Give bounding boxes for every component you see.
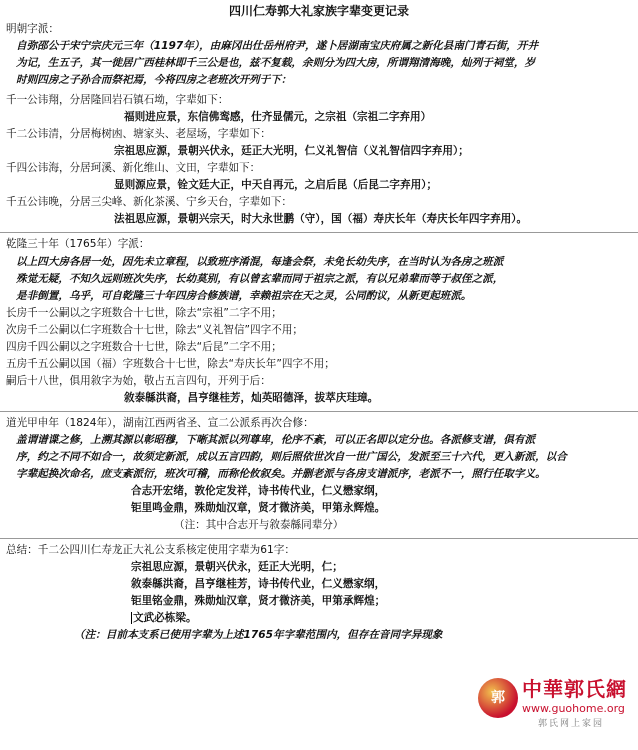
ming-intro-line: 时则四房之子孙合而祭祀焉，今将四房之老班次开列于下： — [16, 74, 292, 87]
daoguang-heading: 道光甲申年（1824年），湖南江西两省圣、宣二公派系再次合修： — [6, 416, 314, 429]
summary-line-last — [6, 610, 632, 627]
document-title: 四川仁寿郭大礼家族字辈变更记录 — [228, 4, 409, 18]
rule-line: 长房千一公嗣以之字班数合十七世，除去“宗祖”二字不用； — [6, 306, 282, 319]
text-cursor-icon — [131, 612, 132, 624]
branch-generation: 宗祖思应源，景朝兴伏永，廷正大光明，仁义礼智信（义礼智信四字弃用）； — [114, 145, 469, 158]
ming-intro-line: 自弥邵公于宋宁宗庆元三年（1197年），由麻冈出仕岳州府尹，遂卜居湖南宝庆府属之新化县南门青石街，开井 — [16, 40, 539, 53]
daoguang-line: 合志开宏绪，敦伦定发祥，诗书传代业，仁义懋家纲， — [131, 484, 386, 497]
daoguang-note: （注：其中合志开与敘泰緜同辈分） — [174, 518, 344, 531]
qianlong-heading: 乾隆三十年（1765年）字派： — [6, 238, 150, 251]
branch-line: 千五公讳晚，分居三尖峰、新化茶溪、宁乡天台，字辈如下： — [6, 196, 293, 209]
daoguang-intro-line: 字辈起换次命名，庶支紊派衍，班次可稽，而称伦攸叙矣。并删老派与各房支谱派序，老派不一，照行任取字义。 — [16, 467, 546, 480]
qianlong-rules — [6, 305, 632, 390]
ming-intro — [6, 38, 632, 89]
branch-line: 千一公讳翔，分居隆回岩石镇石坳，字辈如下： — [6, 94, 229, 107]
qianlong-intro-line: 是非倒置，乌乎，可自乾隆三十年四房合修族谱，幸赖祖宗在天之灵，公同酌议，从新更起班派。 — [16, 289, 472, 302]
logo-subtitle: 郭氏网上家园 — [538, 719, 605, 729]
summary-line: 钜里铭金鼎，殊勋灿汉章，贤才微济美，甲第承辉煌； — [131, 595, 386, 608]
qianlong-intro — [6, 254, 632, 305]
branch-line: 千四公讳海，分居珂溪、新化维山、文田，字辈如下： — [6, 162, 261, 175]
branch-generation: 法祖思应源，景朝兴宗天，时大永世鹏（守），国（福）寿庆长年（寿庆长年四字弃用）。 — [114, 213, 528, 226]
ming-intro-line: 为记，生五子，其一徙居广西桂林即千三公是也，兹不复载，余则分为四大房，所谓翔清海晚，灿列于祠堂，岁 — [16, 57, 536, 70]
rule-line: 嗣后十八世，俱用敘字为始，敬占五言四句，开列于后： — [6, 374, 271, 387]
branch-line: 千二公讳清，分居梅树凼、塘家头、老屋场，字辈如下： — [6, 128, 271, 141]
daoguang-intro-line: 盖谓谱谍之修，上溯其源以彰昭穆，下晰其派以列尊卑，伦序不紊，可以正名即以定分也。各派修支谱，俱有派 — [16, 433, 536, 446]
daoguang-section — [0, 416, 638, 534]
summary-line: 宗祖思应源，景朝兴伏永，廷正大光明，仁； — [131, 561, 343, 574]
site-logo — [478, 676, 630, 740]
branch-generation: 显则源应景，铨文廷大正，中天自再元，之启后昆（后昆二字弃用）； — [114, 179, 438, 192]
qianlong-section — [0, 237, 638, 406]
summary-note: （注：目前本支系已使用字辈为上述1765年字辈范围内，但存在音同字异现象 — [74, 629, 443, 642]
branch-generation: 福则进应景，东信佛鸾感，仕齐显儒元，之宗祖（宗祖二字弃用） — [124, 111, 432, 124]
branch-list — [6, 92, 632, 228]
section-divider — [0, 232, 638, 233]
section-divider — [0, 411, 638, 412]
ming-heading: 明朝字派： — [6, 23, 59, 35]
summary-section — [0, 543, 638, 644]
summary-line: 敘泰緜洪裔，昌亨继桂芳，诗书传代业，仁义懋家纲， — [131, 578, 386, 591]
qianlong-intro-line: 殊觉无疑，不知久远则班次失序，长幼莫别，有以曾玄辈而同于祖宗之派，有以兄弟辈而等于叔侄之派， — [16, 272, 504, 285]
section-divider — [0, 538, 638, 539]
qianlong-poem: 敘泰緜洪裔，昌亨继桂芳，灿英昭德泽，拔萃庆珪璋。 — [124, 391, 379, 404]
daoguang-line: 钜里鸣金鼎，殊勋灿汉章，贤才微济美，甲第永辉煌。 — [131, 501, 386, 514]
daoguang-intro — [6, 432, 632, 483]
daoguang-intro-line: 序，约之不同不如合一，故须定新派，成以五言四韵，则后照依世次自一世广国公，发派至三十六代，更入新派，以合 — [16, 450, 567, 463]
rule-line: 次房千二公嗣以仁字班数合十七世，除去“义礼智信”四字不用； — [6, 323, 304, 336]
logo-seal-icon: 郭 — [478, 678, 518, 718]
qianlong-intro-line: 以上四大房各居一处，因先未立章程，以致班序淆混，每逢会祭，未免长幼失序，在当时认为各房之班派 — [16, 255, 504, 268]
rule-line: 四房千四公嗣以之字班数合十七世，除去“后昆”二字不用； — [6, 340, 282, 353]
logo-name: 中華郭氏網 — [522, 677, 627, 701]
summary-heading: 总结：千二公四川仁寿龙正大礼公支系核定使用字辈为61字： — [6, 543, 295, 556]
rule-line: 五房千五公嗣以国（福）字班数合十七世，除去“寿庆长年”四字不用； — [6, 357, 335, 370]
logo-url: www.guohome.org — [522, 702, 625, 715]
ming-section — [0, 22, 638, 228]
summary-line-text: 文武必栋梁。 — [133, 612, 197, 625]
